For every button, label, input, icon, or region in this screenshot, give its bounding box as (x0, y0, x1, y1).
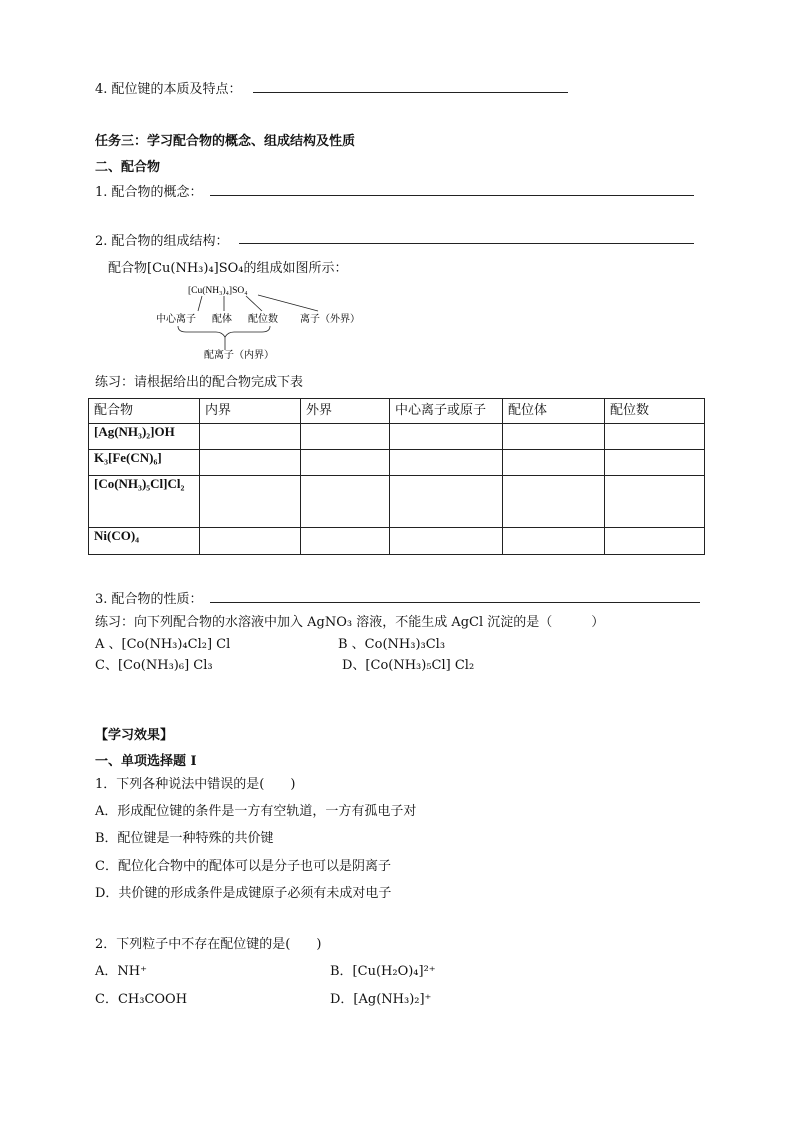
table-cell-blank[interactable] (390, 450, 503, 476)
table-header: 内界 (200, 399, 301, 424)
table-cell-blank[interactable] (301, 424, 390, 450)
table-cell-compound: Ni(CO)₄ (89, 528, 200, 555)
table-cell-blank[interactable] (390, 528, 503, 555)
table-header: 外界 (301, 399, 390, 424)
q2-option-c[interactable]: C．CH₃COOH (95, 992, 188, 1007)
diagram-label-ligand: 配体 (212, 314, 232, 325)
table-cell-blank[interactable] (200, 424, 301, 450)
practice2-option-b[interactable]: B 、Co(NH₃)₃Cl₃ (338, 637, 446, 652)
q1-stem: 1．下列各种说法中错误的是( ) (95, 777, 296, 792)
table-cell-compound: [Ag(NH₃)₂]OH (89, 424, 200, 450)
q1-option-c[interactable]: C．配位化合物中的配体可以是分子也可以是阴离子 (95, 859, 391, 874)
item3-answer-line[interactable] (210, 602, 700, 603)
table-cell-blank[interactable] (200, 476, 301, 528)
table-cell-blank[interactable] (503, 424, 605, 450)
table-cell-blank[interactable] (503, 476, 605, 528)
table-cell-blank[interactable] (301, 476, 390, 528)
table-cell-blank[interactable] (390, 476, 503, 528)
table-cell-blank[interactable] (605, 476, 705, 528)
table-cell-blank[interactable] (605, 424, 705, 450)
table-header: 中心离子或原子 (390, 399, 503, 424)
table-cell-blank[interactable] (301, 450, 390, 476)
single-choice-heading: 一、单项选择题 I (95, 754, 197, 769)
q1-option-a[interactable]: A．形成配位键的条件是一方有空轨道，一方有孤电子对 (95, 804, 417, 819)
table-cell-blank[interactable] (503, 528, 605, 555)
practice2-option-a[interactable]: A 、[Co(NH₃)₄Cl₂] Cl (95, 637, 231, 652)
practice2-question: 练习：向下列配合物的水溶液中加入 AgNO₃ 溶液，不能生成 AgCl 沉淀的是（ ） (95, 615, 605, 630)
complex-structure-diagram (150, 282, 390, 364)
item2-label: 2. 配合物的组成结构： (95, 234, 229, 249)
practice-title: 练习：请根据给出的配合物完成下表 (95, 375, 304, 390)
q4-answer-line[interactable] (253, 92, 568, 93)
effect-title: 【学习效果】 (95, 728, 174, 743)
item2-answer-line[interactable] (239, 243, 694, 244)
table-cell-blank[interactable] (301, 528, 390, 555)
practice2-option-d[interactable]: D、[Co(NH₃)₅Cl] Cl₂ (342, 658, 475, 673)
diagram-formula: [Cu(NH₃)₄]SO₄ (188, 286, 248, 296)
q1-option-b[interactable]: B．配位键是一种特殊的共价键 (95, 831, 274, 846)
q1-option-d[interactable]: D．共价键的形成条件是成键原子必须有未成对电子 (95, 886, 392, 901)
diagram-label-center-ion: 中心离子 (156, 314, 196, 325)
table-cell-compound: K₃[Fe(CN)₆] (89, 450, 200, 476)
diagram-intro: 配合物[Cu(NH₃)₄]SO₄的组成如图所示： (108, 261, 348, 276)
q2-stem: 2．下列粒子中不存在配位键的是( ) (95, 937, 322, 952)
table-cell-blank[interactable] (200, 528, 301, 555)
diagram-svg (150, 282, 390, 364)
table-cell-blank[interactable] (503, 450, 605, 476)
task3-heading: 任务三：学习配合物的概念、组成结构及性质 (95, 134, 356, 149)
practice2-option-c[interactable]: C、[Co(NH₃)₆] Cl₃ (95, 658, 213, 673)
complex-table (88, 398, 705, 555)
table-cell-blank[interactable] (200, 450, 301, 476)
diagram-bottom-label: 配离子（内界） (204, 350, 274, 361)
table-header: 配位数 (605, 399, 705, 424)
table-cell-blank[interactable] (605, 528, 705, 555)
item1-label: 1. 配合物的概念： (95, 185, 203, 200)
diagram-label-outer-ion: 离子（外界） (300, 314, 360, 325)
item3-label: 3. 配合物的性质： (95, 592, 203, 607)
diagram-label-coordination-number: 配位数 (248, 314, 278, 325)
q4-label: 4. 配位键的本质及特点： (95, 82, 242, 97)
table-cell-compound: [Co(NH₃)₅Cl]Cl₂ (89, 476, 200, 528)
table-cell-blank[interactable] (605, 450, 705, 476)
q2-option-a[interactable]: A．NH⁺ (95, 964, 147, 979)
item1-answer-line[interactable] (210, 195, 694, 196)
table-cell-blank[interactable] (390, 424, 503, 450)
section2-heading: 二、配合物 (95, 160, 161, 175)
q2-option-b[interactable]: B．[Cu(H₂O)₄]²⁺ (330, 964, 436, 979)
table-header: 配位体 (503, 399, 605, 424)
q2-option-d[interactable]: D．[Ag(NH₃)₂]⁺ (330, 992, 432, 1007)
table-header: 配合物 (89, 399, 200, 424)
